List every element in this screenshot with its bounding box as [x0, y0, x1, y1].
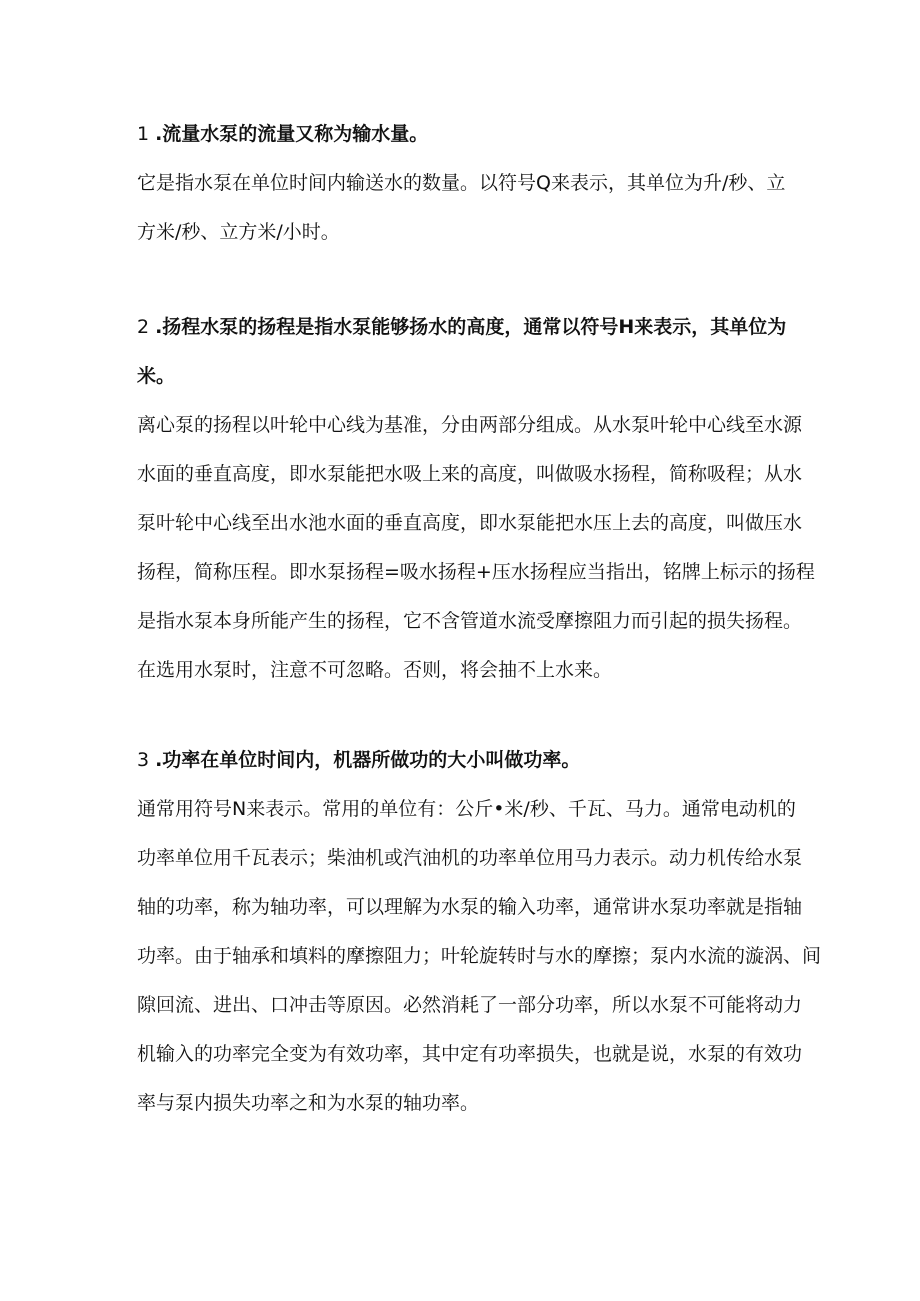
- section-flow-rate: [137, 110, 787, 257]
- paragraph-line: 功率单位用千瓦表示；柴油机或汽油机的功率单位用马力表示。动力机传给水泵: [137, 847, 803, 869]
- section-heading-text: .流量水泵的流量又称为输水量。: [155, 123, 429, 145]
- paragraph-line: 功率。由于轴承和填料的摩擦阻力；叶轮旋转时与水的摩擦；泵内水流的漩涡、间: [137, 945, 822, 967]
- paragraph-line: 水面的垂直高度，即水泵能把水吸上来的高度，叫做吸水扬程，简称吸程；从水: [137, 463, 803, 485]
- section-heading-text: .扬程水泵的扬程是指水泵能够扬水的高度，通常以符号H来表示，其单位为: [155, 316, 787, 338]
- paragraph-line: 轴的功率，称为轴功率，可以理解为水泵的输入功率，通常讲水泵功率就是指轴: [137, 896, 803, 918]
- paragraph-line: 离心泵的扬程以叶轮中心线为基准，分由两部分组成。从水泵叶轮中心线至水源: [137, 414, 803, 436]
- section-paragraph: [137, 401, 815, 695]
- paragraph-line: 扬程，简称压程。即水泵扬程=吸水扬程+压水扬程应当指出，铭牌上标示的扬程: [137, 561, 815, 583]
- section-number: 1: [137, 123, 150, 145]
- section-head-lift: [137, 303, 815, 695]
- section-paragraph: [137, 159, 787, 257]
- section-number: 3: [137, 749, 150, 771]
- paragraph-line: 泵叶轮中心线至出水池水面的垂直高度，即水泵能把水压上去的高度，叫做压水: [137, 512, 803, 534]
- paragraph-line: 率与泵内损失功率之和为水泵的轴功率。: [137, 1092, 480, 1114]
- section-heading: [137, 303, 787, 401]
- paragraph-line: 是指水泵本身所能产生的扬程，它不含管道水流受摩擦阻力而引起的损失扬程。: [137, 610, 803, 632]
- section-power: [137, 736, 822, 1128]
- paragraph-line: 它是指水泵在单位时间内输送水的数量。以符号Q来表示，其单位为升/秒、立: [137, 172, 786, 194]
- section-number: 2: [137, 316, 150, 338]
- paragraph-line: 在选用水泵时，注意不可忽略。否则，将会抽不上水来。: [137, 659, 613, 681]
- section-heading-text: 米。: [137, 365, 176, 387]
- section-heading-text: .功率在单位时间内，机器所做功的大小叫做功率。: [155, 749, 581, 771]
- section-paragraph: [137, 785, 822, 1128]
- paragraph-line: 机输入的功率完全变为有效功率，其中定有功率损失，也就是说，水泵的有效功: [137, 1043, 803, 1065]
- section-heading: [137, 110, 787, 159]
- paragraph-line: 通常用符号N来表示。常用的单位有：公斤•米/秒、千瓦、马力。通常电动机的: [137, 798, 796, 820]
- paragraph-line: 方米/秒、立方米/小时。: [137, 221, 340, 243]
- section-heading: [137, 736, 787, 785]
- paragraph-line: 隙回流、进出、口冲击等原因。必然消耗了一部分功率，所以水泵不可能将动力: [137, 994, 803, 1016]
